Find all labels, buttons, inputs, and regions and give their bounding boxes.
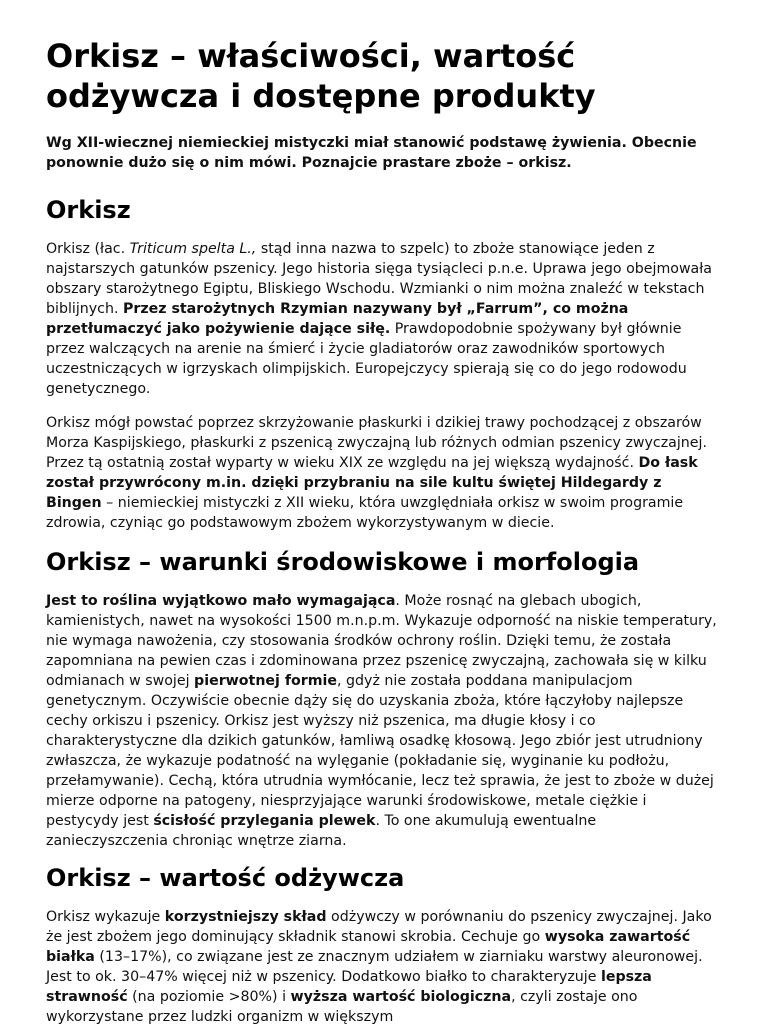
bold-text: Do łask został przywrócony m.in. dzięki przybraniu na sile kultu świętej Hildegardy z Bingen — [46, 455, 698, 511]
paragraph — [46, 907, 722, 1027]
text-run: (na poziomie >80%) i — [127, 989, 291, 1005]
bold-text: lepsza strawność — [46, 969, 652, 1005]
bold-text: wyższa wartość biologiczna — [290, 989, 512, 1005]
text-run: . Może rosnąć na glebach ubogich, kamienistych, nawet na wysokości 1500 m.n.p.m. Wykazuje odporność na niskie temperatury, nie wymaga nawożenia, czy stosowania środków ochrony roślin. Dzięki temu, że została zapomniana na pewien czas i zdominowana przez pszenicę zwyczajną, zachowała się w kilku odmianach w swojej — [46, 593, 717, 689]
article-lead: Wg XII-wiecznej niemieckiej mistyczki miał stanowić podstawę żywienia. Obecnie ponownie dużo się o nim mówi. Poznajcie prastare zboże – orkisz. — [46, 135, 697, 171]
text-run: . To one akumulują ewentualne zanieczyszczenia chroniąc wnętrze ziarna. — [46, 813, 597, 849]
section-heading-wartosc: Orkisz – wartość odżywcza — [46, 864, 405, 892]
bold-text: pierwotnej formie — [194, 673, 338, 689]
paragraph — [46, 239, 722, 399]
text-run: , czyli zostaje ono wykorzystane przez ludzki organizm w większym — [46, 989, 638, 1025]
text-run: – niemieckiej mistyczki z XII wieku, która uwzględniała orkisz w swoim programie zdrowia, czyniąc go podstawowym zbożem wykorzystywanym w diecie. — [46, 495, 684, 531]
text-run: Orkisz wykazuje — [46, 909, 165, 925]
page-title: Orkisz – właściwości, wartość odżywcza i dostępne produkty — [46, 37, 596, 115]
italic-text: Triticum spelta L., — [129, 241, 257, 257]
text-run: Prawdopodobnie spożywany był głównie przez walczących na arenie na śmierć i życie gladiatorów oraz zawodników sportowych uczestniczących w igrzyskach olimpijskich. Europejczycy spierają się co do jego rodowodu genetycznego. — [46, 321, 687, 397]
text-run: Orkisz mógł powstać poprzez skrzyżowanie płaskurki i dzikiej trawy pochodzącej z obszarów Morza Kaspijskiego, płaskurki z pszenicą zwyczajną lub różnych odmian pszenicy zwyczajnej. Przez tą ostatnią został wyparty w wieku XIX ze względu na jej większą wydajność. — [46, 415, 707, 471]
bold-text: Jest to roślina wyjątkowo mało wymagająca — [46, 593, 396, 609]
text-run: Orkisz (łac. — [46, 241, 130, 257]
text-run: (13–17%), co związane jest ze znacznym udziałem w ziarniaku warstwy aleuronowej. Jest to ok. 30–47% więcej niż w pszenicy. Dodatkowo białko to charakteryzuje — [46, 949, 703, 985]
bold-text: ścisłość przylegania plewek — [153, 813, 376, 829]
text-run: stąd inna nazwa to szpelc) to zboże stanowiące jeden z najstarszych gatunków pszenicy. Jego historia sięga tysiącleci p.n.e. Uprawa jego obejmowała obszary starożytnego Egiptu, Bliskiego Wschodu. Wzmianki o nim można znaleźć w tekstach biblijnych. — [46, 241, 712, 317]
text-run: odżywczy w porównaniu do pszenicy zwyczajnej. Jako że jest zbożem jego dominujący składnik stanowi skrobia. Cechuje go — [46, 909, 712, 945]
paragraph — [46, 413, 722, 533]
section-heading-orkisz: Orkisz — [46, 196, 131, 224]
section-heading-warunki: Orkisz – warunki środowiskowe i morfologia — [46, 548, 640, 576]
paragraph — [46, 591, 722, 851]
text-run: , gdyż nie została poddana manipulacjom genetycznym. Oczywiście obecnie dąży się do uzyskania zboża, które łączyłoby najlepsze cechy orkiszu i pszenicy. Orkisz jest wyższy niż pszenica, ma długie kłosy i co charakterystyczne dla dzikich gatunków, łamliwą osadkę kłosową. Jego zbiór jest utrudniony zwłaszcza, że wykazuje podatność na wylęganie (pokładanie się, wyginanie ku podłożu, przełamywanie). Cechą, która utrudnia wymłócanie, lecz też sprawia, że jest to zboże w dużej mierze odporne na patogeny, niesprzyjające warunki środowiskowe, metale ciężkie i pestycydy jest — [46, 673, 714, 829]
bold-text: Przez starożytnych Rzymian nazywany był „Farrum”, co można przetłumaczyć jako pożywienie dające siłę. — [46, 301, 629, 337]
bold-text: korzystniejszy skład — [164, 909, 327, 925]
bold-text: wysoka zawartość białka — [46, 929, 691, 965]
